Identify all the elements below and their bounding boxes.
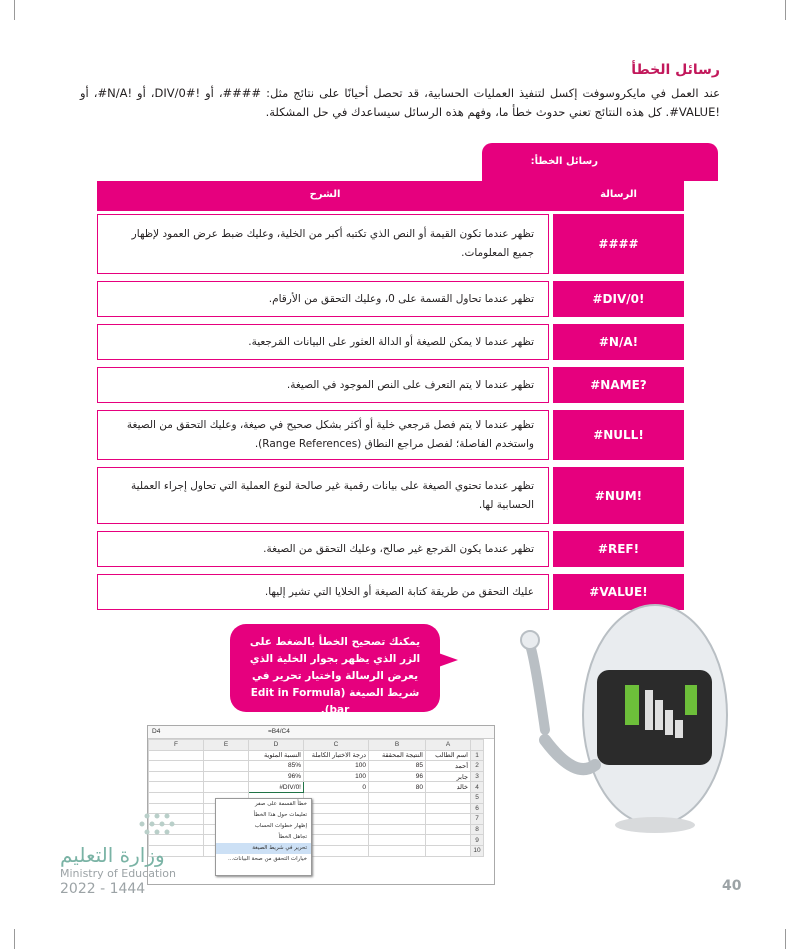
intro-paragraph: عند العمل في مايكروسوفت إكسل لتنفيذ العمليات الحسابية، قد تحصل أحيانًا على نتائج مثل: ####، أو !DIV/0#، أو !N/A#، أو !VALUE#. كل هذه النتائج تعني حدوث خطأ ما، وفهم هذه الرسائل سيساعدك في حل المشكلة.: [80, 86, 720, 119]
row-number: 1: [471, 750, 484, 761]
row-explanation: تظهر عندما لا يمكن للصيغة أو الدالة العثور على البيانات المَرجعية.: [97, 324, 549, 360]
column-header: E: [204, 740, 249, 751]
column-header: C: [304, 740, 369, 751]
menu-item[interactable]: تعليمات حول هذا الخطأ: [253, 812, 307, 818]
row-number: 3: [471, 771, 484, 782]
menu-item[interactable]: إظهار خطوات الحساب: [254, 823, 307, 829]
table-row: [97, 367, 684, 403]
speech-bubble-tail: [430, 650, 458, 670]
row-message: #NULL!: [553, 410, 684, 460]
section-title: رسائل الخطأ: [631, 62, 720, 78]
row-explanation: عليك التحقق من طريقة كتابة الصيغة أو الخلايا التي تشير إليها.: [97, 574, 549, 610]
page-number: 40: [722, 878, 742, 894]
cell: 96: [369, 771, 426, 782]
table-row: [97, 467, 684, 524]
row-message: #N/A!: [553, 324, 684, 360]
header-explanation: الشرح: [309, 189, 341, 200]
row-number: 10: [471, 845, 484, 856]
row-number: 8: [471, 824, 484, 835]
robot-mascot-illustration: [505, 590, 730, 835]
ministry-year: 2022 - 1444: [60, 881, 146, 897]
column-header: F: [149, 740, 204, 751]
cell: 100: [304, 771, 369, 782]
table-row: [97, 324, 684, 360]
cell: 96%: [249, 771, 304, 782]
table-row: [97, 281, 684, 317]
row-number: 7: [471, 814, 484, 825]
cell: أحمد: [426, 761, 471, 772]
cell: 85%: [249, 761, 304, 772]
cell: اسم الطالب: [426, 750, 471, 761]
table-row: [97, 531, 684, 567]
column-header: D: [249, 740, 304, 751]
cell: جابر: [426, 771, 471, 782]
ministry-name-english: Ministry of Education: [60, 867, 177, 880]
cell: 0: [304, 782, 369, 793]
row-explanation: تظهر عندما لا يتم التعرف على النص الموجود في الصيغة.: [97, 367, 549, 403]
header-message: الرسالة: [600, 189, 637, 200]
row-message: #VALUE!: [553, 574, 684, 610]
row-number: 2: [471, 761, 484, 772]
row-message: ####: [553, 214, 684, 274]
cell: 85: [369, 761, 426, 772]
menu-item-edit-in-formula-bar[interactable]: تحرير في شريط الصيغة: [216, 843, 311, 854]
table-header: [97, 181, 684, 211]
column-header: A: [426, 740, 471, 751]
table-row: [97, 214, 684, 274]
formula-text: =B4/C4: [268, 728, 290, 735]
row-message: #DIV/0!: [553, 281, 684, 317]
error-context-menu: [215, 798, 312, 876]
cell: خالد: [426, 782, 471, 793]
cell: 100: [304, 761, 369, 772]
name-box: D4: [152, 728, 161, 735]
row-number: 9: [471, 835, 484, 846]
crop-mark: [14, 929, 15, 949]
row-explanation: تظهر عندما يكون المَرجع غير صالح، وعليك التحقق من الصيغة.: [97, 531, 549, 567]
row-message: #NAME?: [553, 367, 684, 403]
ministry-name-arabic: وزارة التعليم: [60, 843, 165, 867]
row-explanation: تظهر عندما تحتوي الصيغة على بيانات رقمية غير صالحة لنوع العملية التي تحاول إجراء العملية الحسابية لها.: [97, 467, 549, 524]
column-header: B: [369, 740, 426, 751]
row-number: 5: [471, 792, 484, 803]
row-number: 6: [471, 803, 484, 814]
row-explanation: تظهر عندما تحاول القسمة على 0، وعليك التحقق من الأرقام.: [97, 281, 549, 317]
cell: النتيجة المحققة: [369, 750, 426, 761]
cell: 80: [369, 782, 426, 793]
row-explanation: تظهر عندما تكون القيمة أو النص الذي تكتبه أكبر من الخلية، وعليك ضبط عرض العمود لإظهار جميع المعلومات.: [97, 214, 549, 274]
crop-mark: [785, 929, 786, 949]
crop-mark: [785, 0, 786, 20]
cell: النسبة المئوية: [249, 750, 304, 761]
speech-bubble: يمكنك تصحيح الخطأ بالضغط على الزر الذي يظهر بجوار الخلية الذي يعرض الرسالة واختيار تحرير في شريط الصيغة (Edit in Formula bar).: [230, 624, 440, 712]
table-caption-tab: [482, 143, 718, 181]
menu-item[interactable]: خطأ القسمة على صفر: [254, 801, 307, 807]
menu-item[interactable]: خيارات التحقق من صحة البيانات...: [227, 856, 307, 862]
row-message: #NUM!: [553, 467, 684, 524]
row-explanation: تظهر عندما لا يتم فصل مَرجعي خلية أو أكثر بشكل صحيح في صيغة، وعليك التحقق من الصيغة واستخدم الفاصلة؛ لفصل مراجع النطاق (Range References).: [97, 410, 549, 460]
row-message: #REF!: [553, 531, 684, 567]
menu-item[interactable]: تجاهل الخطأ: [278, 834, 307, 840]
table-row: [97, 410, 684, 460]
error-cell[interactable]: #DIV/0!: [249, 782, 304, 793]
crop-mark: [14, 0, 15, 20]
table-caption: رسائل الخطأ:: [530, 156, 598, 167]
row-number: 4: [471, 782, 484, 793]
formula-bar: [148, 726, 494, 739]
cell: درجة الاختبار الكاملة: [304, 750, 369, 761]
